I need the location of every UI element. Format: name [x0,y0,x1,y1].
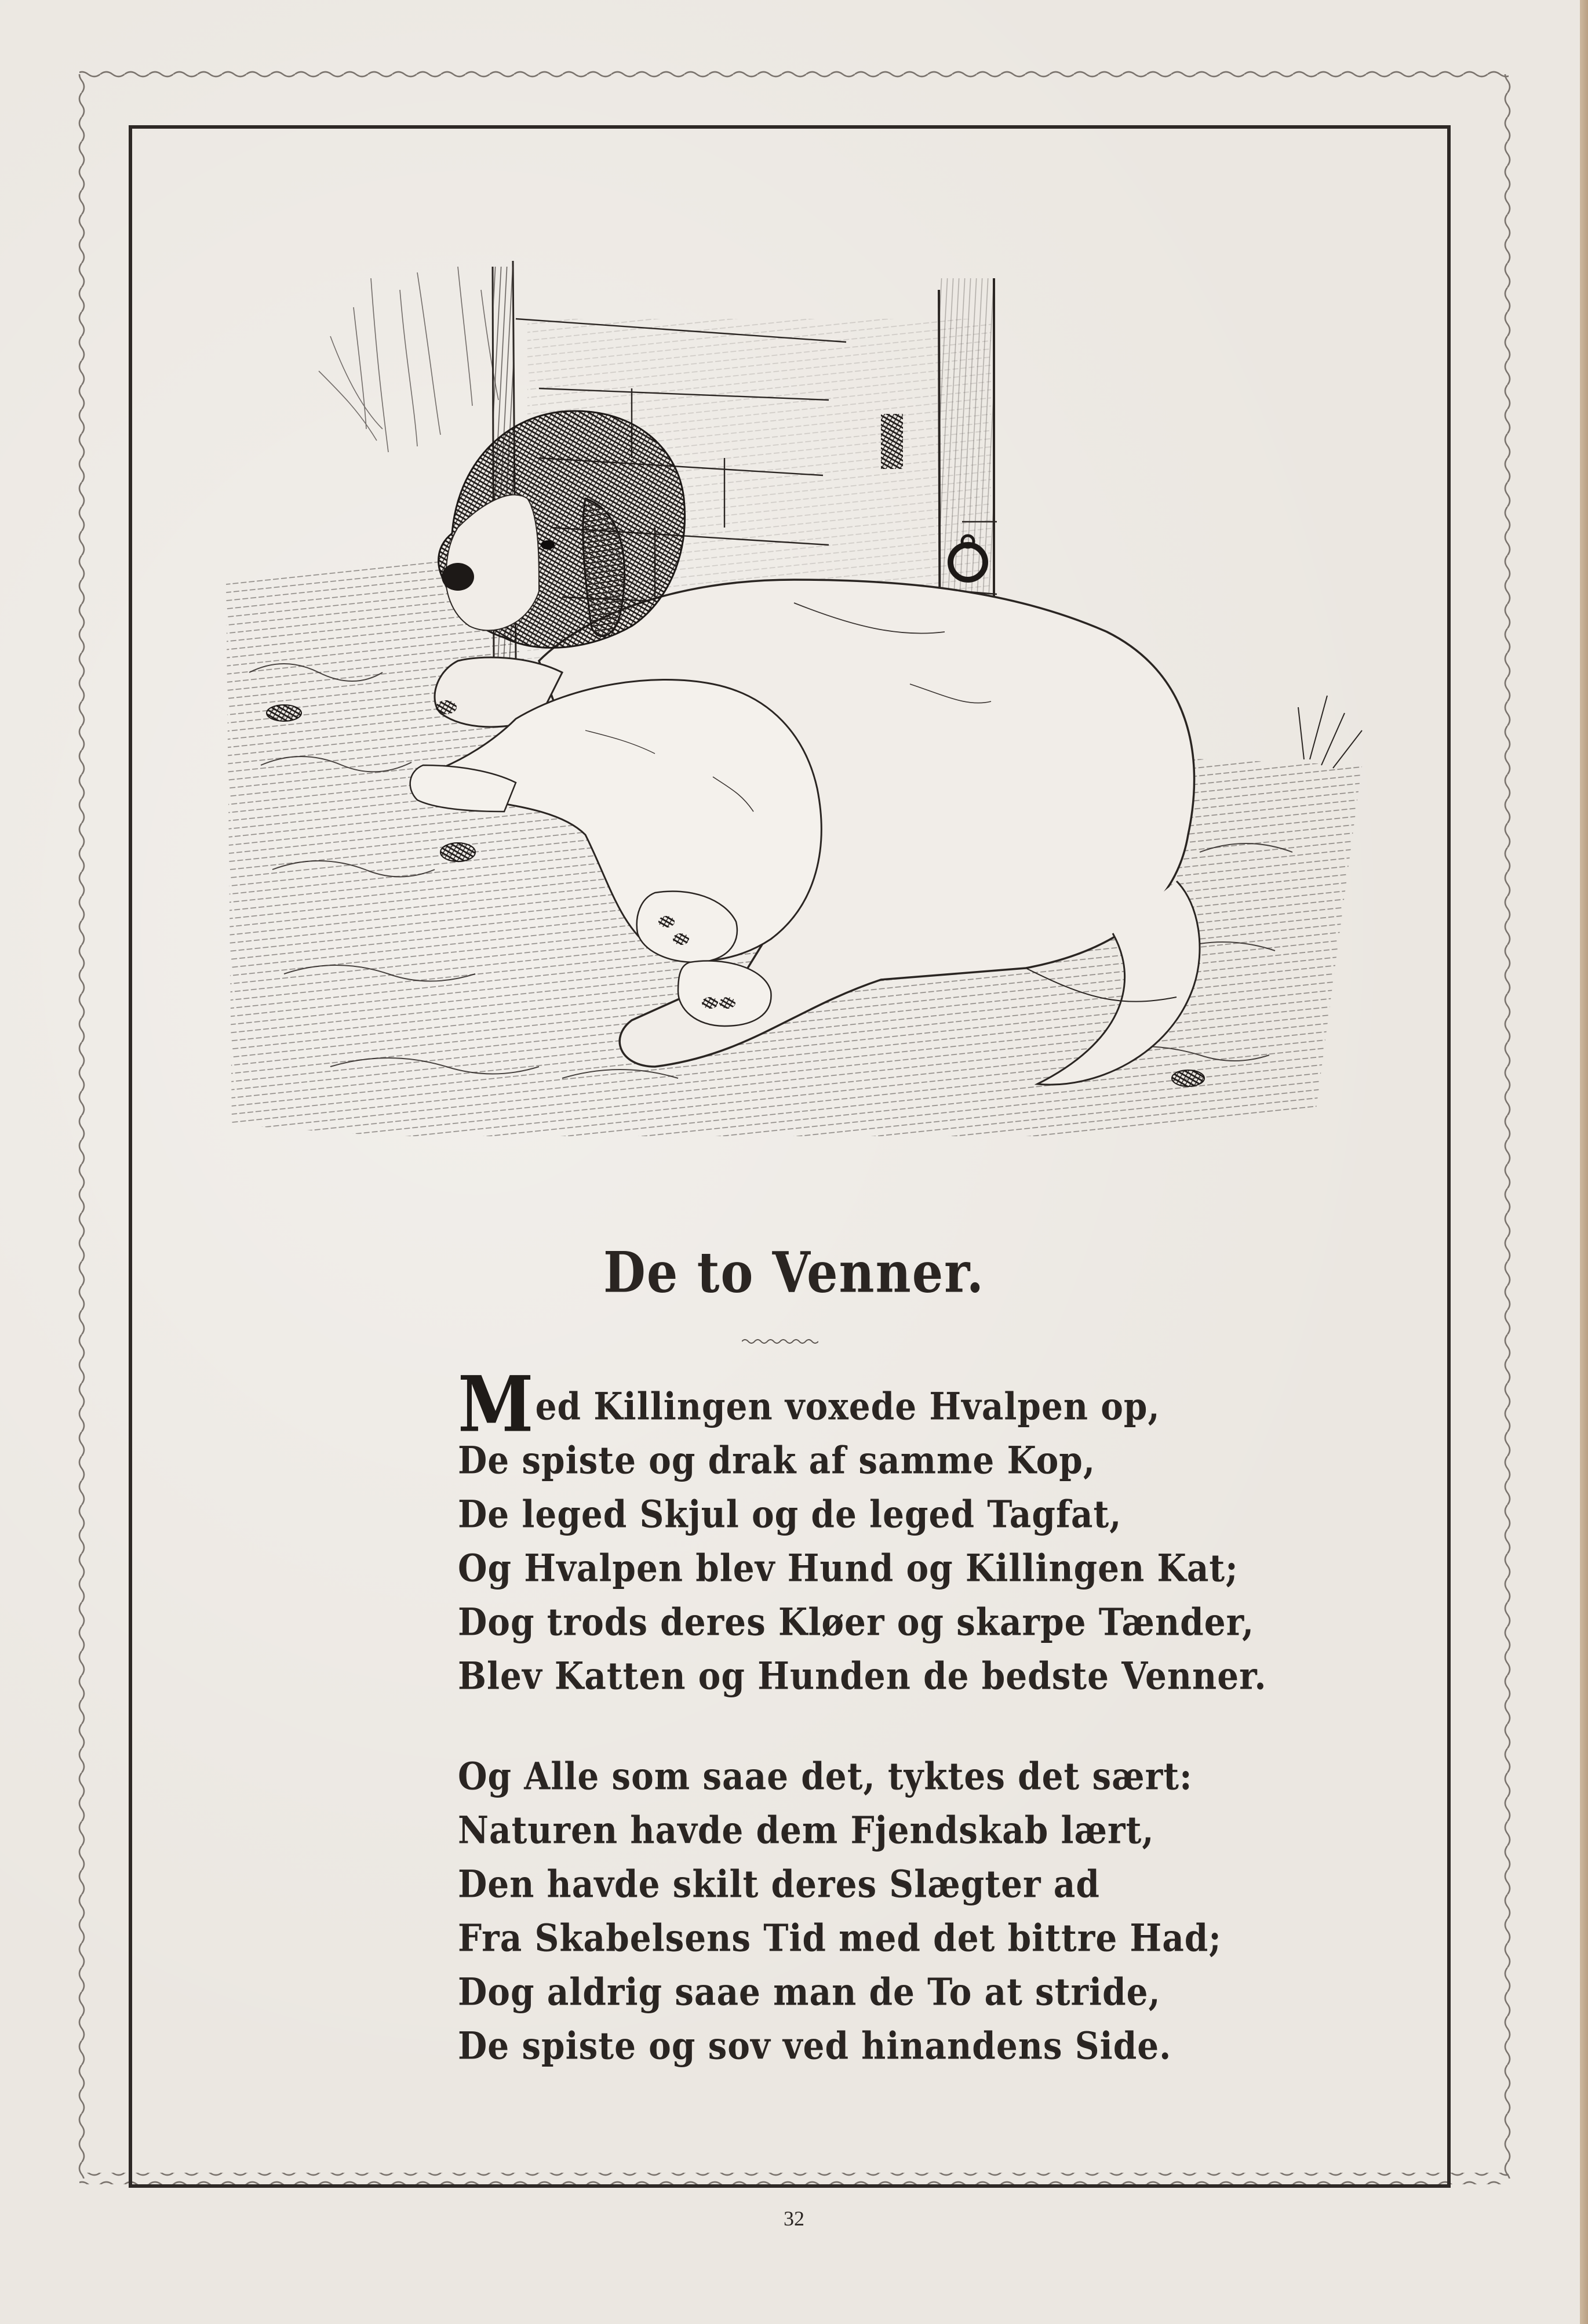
drop-cap: M [458,1359,534,1449]
page-number: 32 [784,2207,804,2230]
stanza-1 [458,1359,1267,1703]
stanza-2 [458,1750,1222,2073]
page-edge [1580,0,1588,2324]
verse-text: ed Killingen voxede Hvalpen op, [535,1384,1160,1429]
background-grass [319,267,498,452]
grass-tuft [1298,696,1362,768]
verse-line: De leged Skjul og de leged Tagfat, [458,1492,1122,1537]
verse-line: De spiste og drak af samme Kop, [458,1438,1096,1483]
verse-line: Dog trods deres Kløer og skarpe Tænder, [458,1599,1255,1645]
poem-body [458,1359,1267,2073]
dog-and-cat-engraving [214,255,1374,1165]
title-ornament-wave [742,1337,818,1345]
wall-slot [881,414,903,469]
verse-line: Blev Katten og Hunden de bedste Venner. [458,1653,1267,1699]
poem-title: De to Venner. [603,1239,985,1305]
verse-line: Naturen havde dem Fjendskab lært, [458,1807,1154,1853]
verse-line: Dog aldrig saae man de To at stride, [458,1969,1161,2014]
verse-line: Den havde skilt deres Slægter ad [458,1861,1100,1907]
dog-nose [442,563,474,591]
verse-line [458,1359,1211,1449]
verse-line: De spiste og sov ved hinandens Side. [458,2023,1172,2068]
verse-line: Og Alle som saae det, tyktes det sært: [458,1754,1193,1799]
dog-eye [541,540,555,550]
verse-line: Og Hvalpen blev Hund og Killingen Kat; [458,1545,1239,1591]
verse-line: Fra Skabelsens Tid med det bittre Had; [458,1915,1222,1961]
